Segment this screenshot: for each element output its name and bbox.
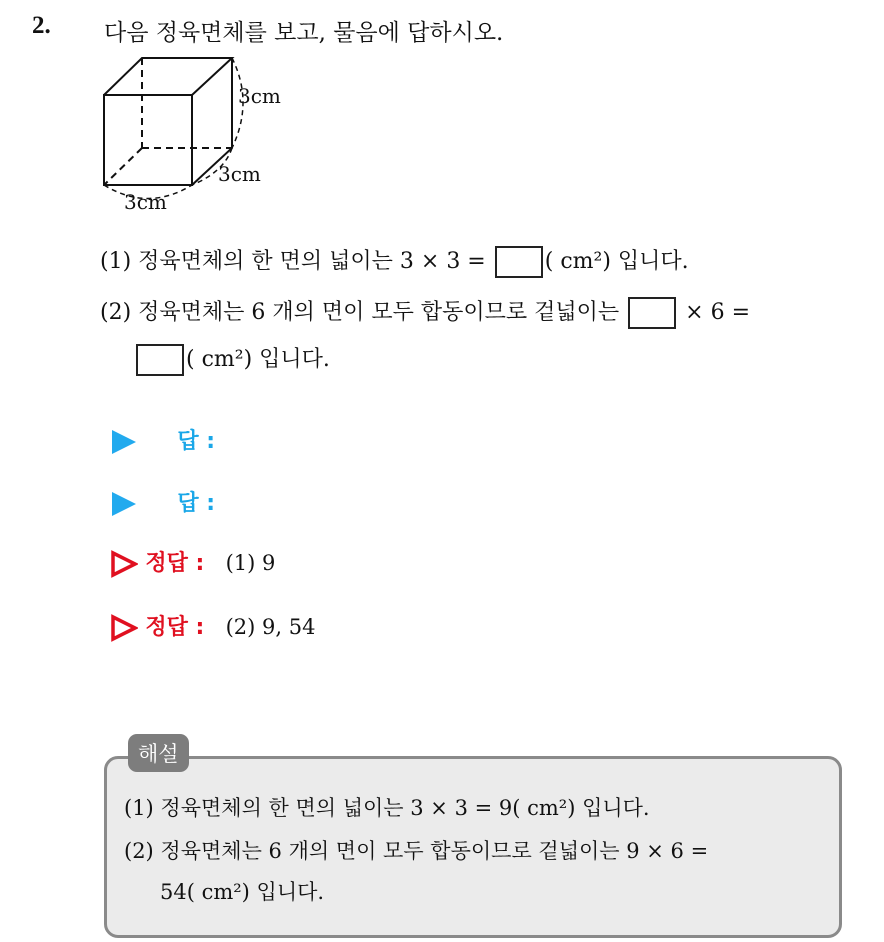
sub1-unit: ( cm²) 입니다. <box>544 249 689 274</box>
answer-blank-3[interactable] <box>136 344 184 376</box>
correct-answer-row-2 <box>110 610 315 642</box>
sub1-prefix: (1) 정육면체의 한 면의 넓이는 3 × 3 = <box>100 249 486 274</box>
outline-triangle-icon <box>110 614 138 642</box>
solution-line-3: 54( cm²) 입니다. <box>160 880 325 904</box>
answer-label: 답 : <box>177 429 216 454</box>
cube-figure <box>92 52 292 220</box>
correct-answer-row-1 <box>110 546 275 578</box>
problem-number: 2. <box>32 12 51 39</box>
correct-label: 정답 : <box>145 615 205 640</box>
height-label: 3cm <box>238 84 281 108</box>
question-text: 다음 정육면체를 보고, 물음에 답하시오. <box>104 20 504 46</box>
answer-blank-1[interactable] <box>495 246 543 278</box>
answer-label: 답 : <box>177 491 216 516</box>
correct-answer-1: (1) 9 <box>225 551 276 575</box>
solution-tag: 해설 <box>128 734 189 772</box>
play-triangle-icon <box>112 430 136 454</box>
sub2-mid: × 6 = <box>685 300 751 325</box>
sub-question-2 <box>100 295 750 329</box>
solution-line-2: (2) 정육면체는 6 개의 면이 모두 합동이므로 겉넓이는 9 × 6 = <box>124 839 709 863</box>
sub2-prefix: (2) 정육면체는 6 개의 면이 모두 합동이므로 겉넓이는 <box>100 300 620 325</box>
solution-line-1: (1) 정육면체의 한 면의 넓이는 3 × 3 = 9( cm²) 입니다. <box>124 796 650 820</box>
correct-label: 정답 : <box>145 551 205 576</box>
answer-blank-2[interactable] <box>628 297 676 329</box>
sub-question-1 <box>100 244 689 278</box>
sub2-unit: ( cm²) 입니다. <box>186 347 330 372</box>
answer-row-1 <box>112 424 215 455</box>
depth-label: 3cm <box>218 162 261 186</box>
outline-triangle-icon <box>110 550 138 578</box>
correct-answer-2: (2) 9, 54 <box>225 615 316 639</box>
sub-question-2-continued <box>134 342 330 376</box>
width-label: 3cm <box>124 190 167 214</box>
play-triangle-icon <box>112 492 136 516</box>
answer-row-2 <box>112 486 215 517</box>
